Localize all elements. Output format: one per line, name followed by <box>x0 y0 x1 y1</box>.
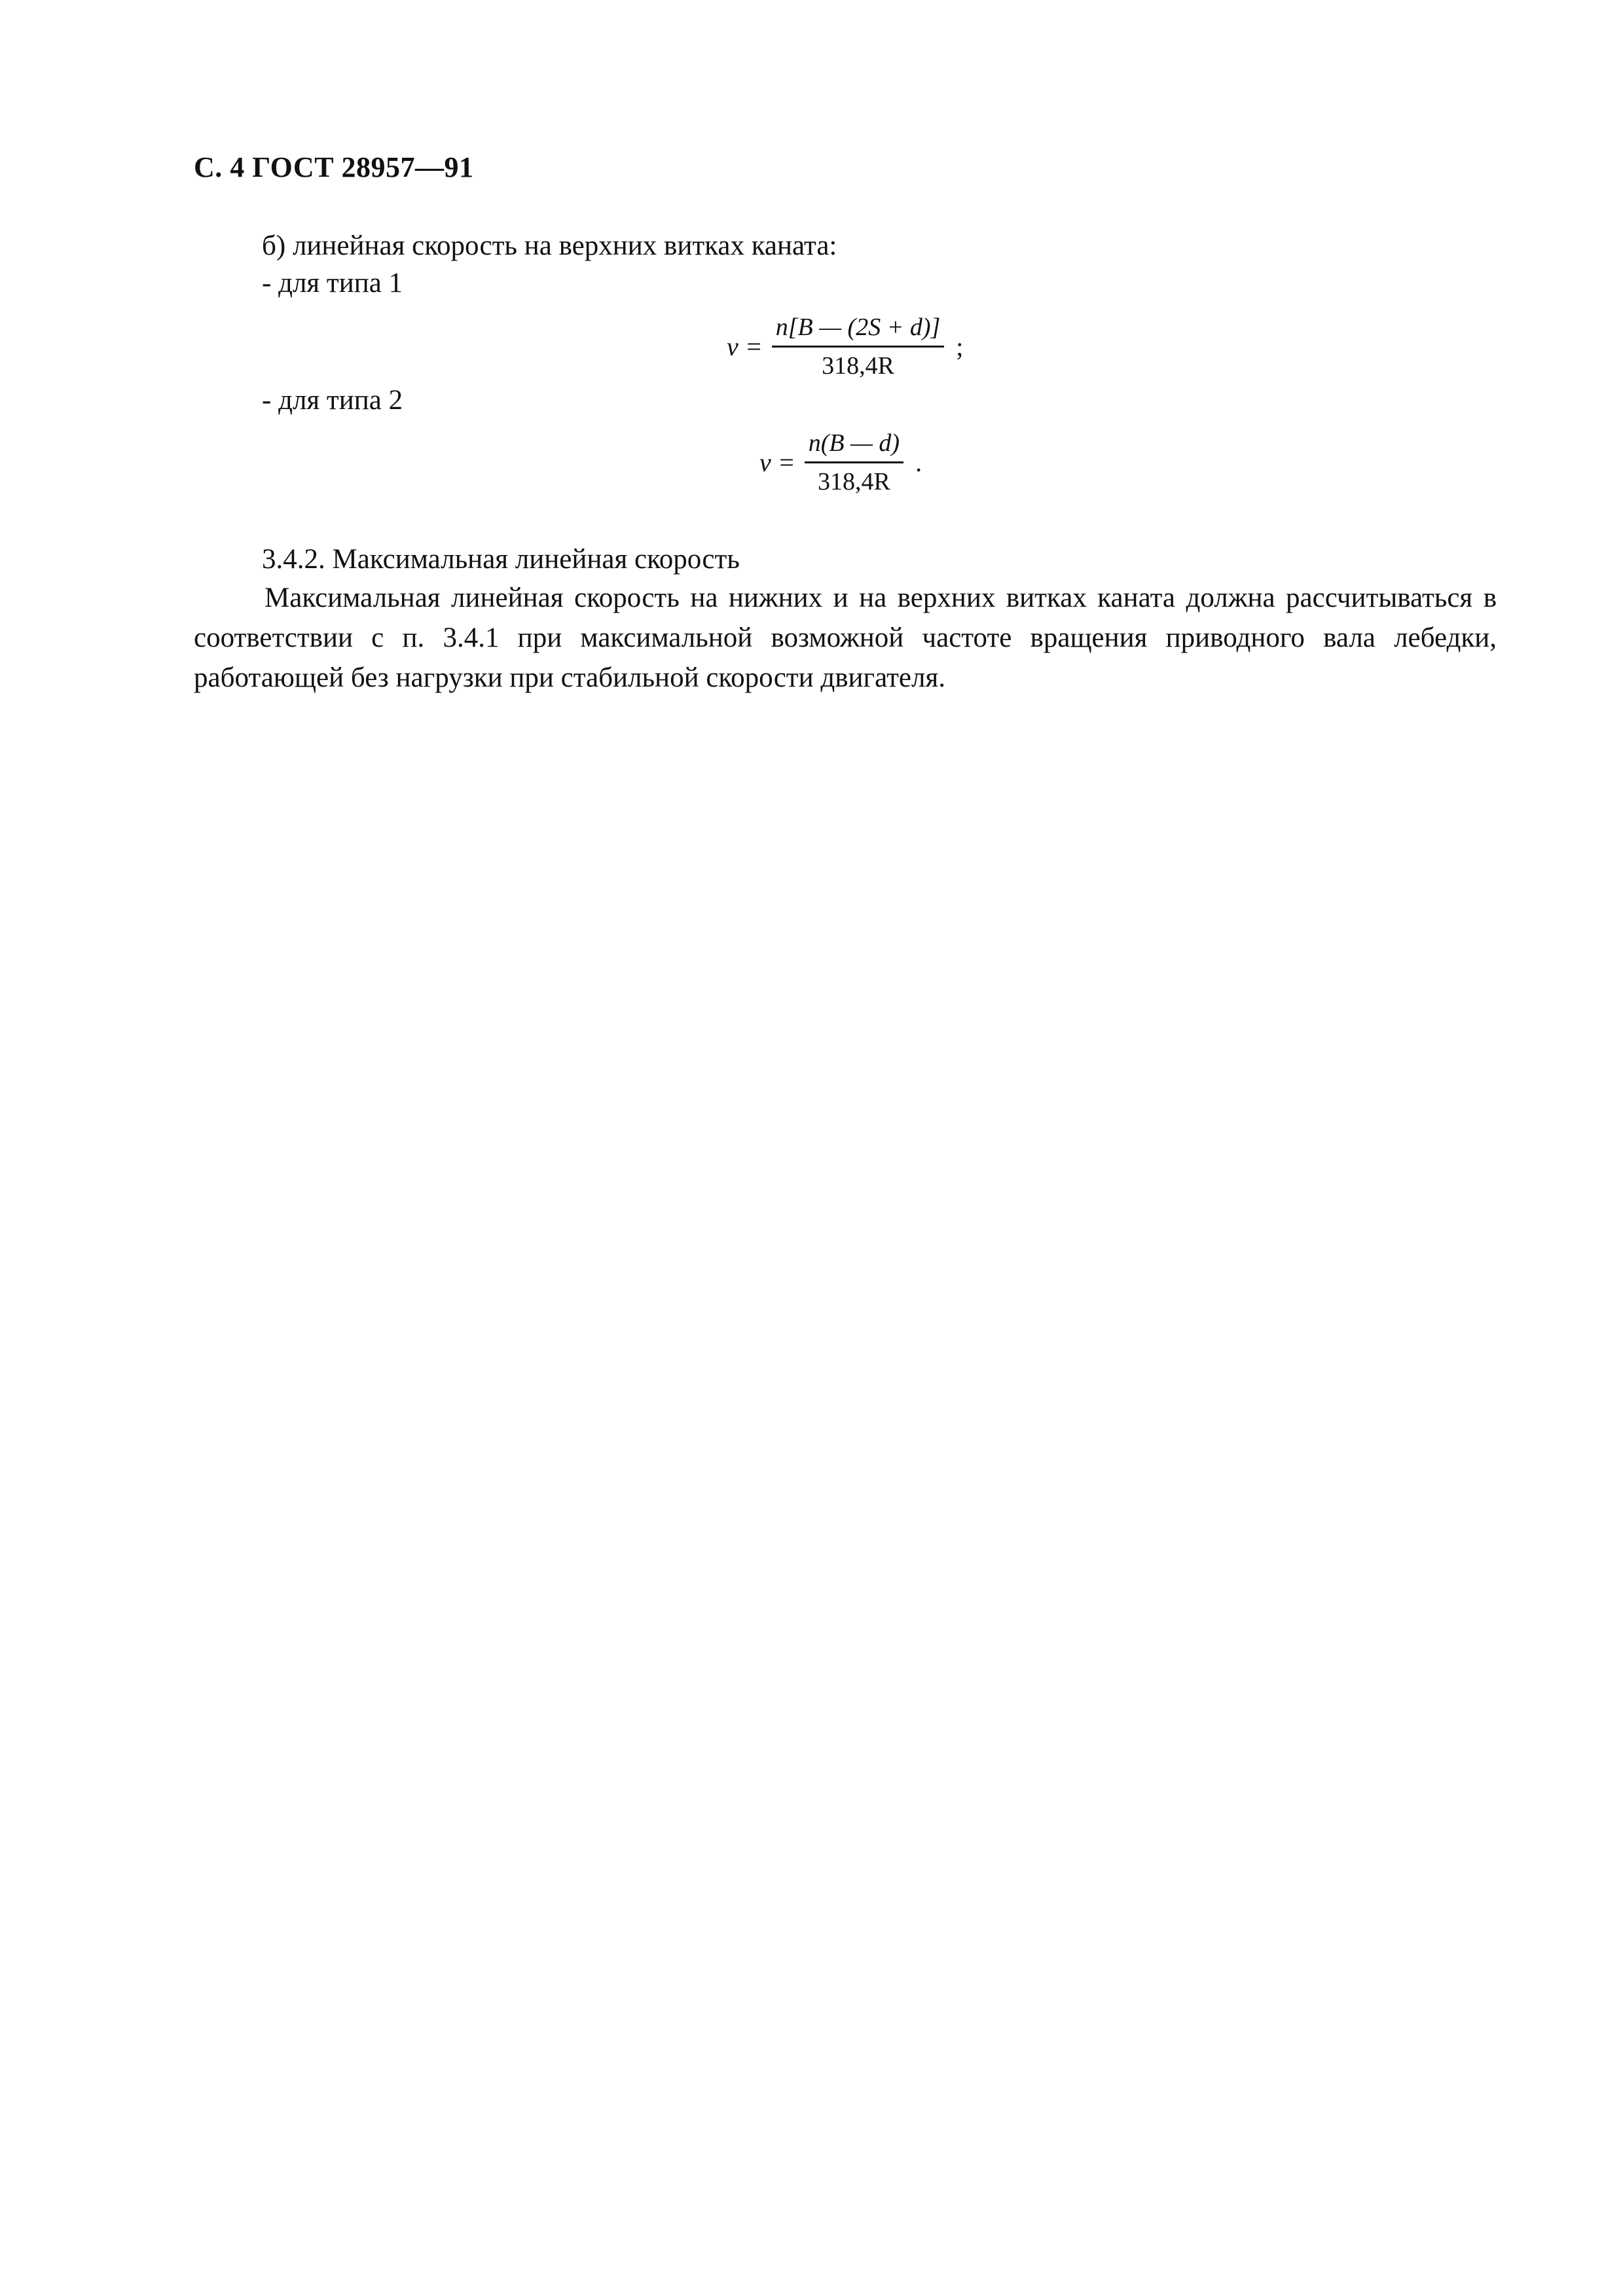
page-running-title: С. 4 ГОСТ 28957—91 <box>194 151 474 183</box>
formula1-lhs: v = <box>727 332 763 361</box>
section-342-heading: 3.4.2. Максимальная линейная скорость <box>262 544 740 575</box>
formula2-punct: . <box>915 448 922 477</box>
formula2-numerator: n(B — d) <box>805 429 903 463</box>
item-b-intro: б) линейная скорость на верхних витках каната: <box>262 230 837 261</box>
formula-type1 <box>727 313 963 380</box>
formula1-denominator: 318,4R <box>822 352 894 380</box>
formula2-denominator: 318,4R <box>817 468 890 495</box>
type1-label: - для типа 1 <box>262 268 403 298</box>
formula-type2 <box>759 429 922 496</box>
formula1-fraction <box>772 313 945 380</box>
section-342-paragraph: Максимальная линейная скорость на нижних и на верхних витках каната должна рассчитываться в соответствии с п. 3.4.1 при максимальной возможной частоте вращения приводного вала лебедки, работающей без нагрузки при стабильной скорости двигателя. <box>194 583 1497 693</box>
formula2-lhs: v = <box>759 448 795 477</box>
formula1-punct: ; <box>956 332 964 361</box>
formula2-fraction <box>805 429 903 496</box>
type2-label: - для типа 2 <box>262 385 403 416</box>
formula1-numerator: n[B — (2S + d)] <box>772 313 945 348</box>
